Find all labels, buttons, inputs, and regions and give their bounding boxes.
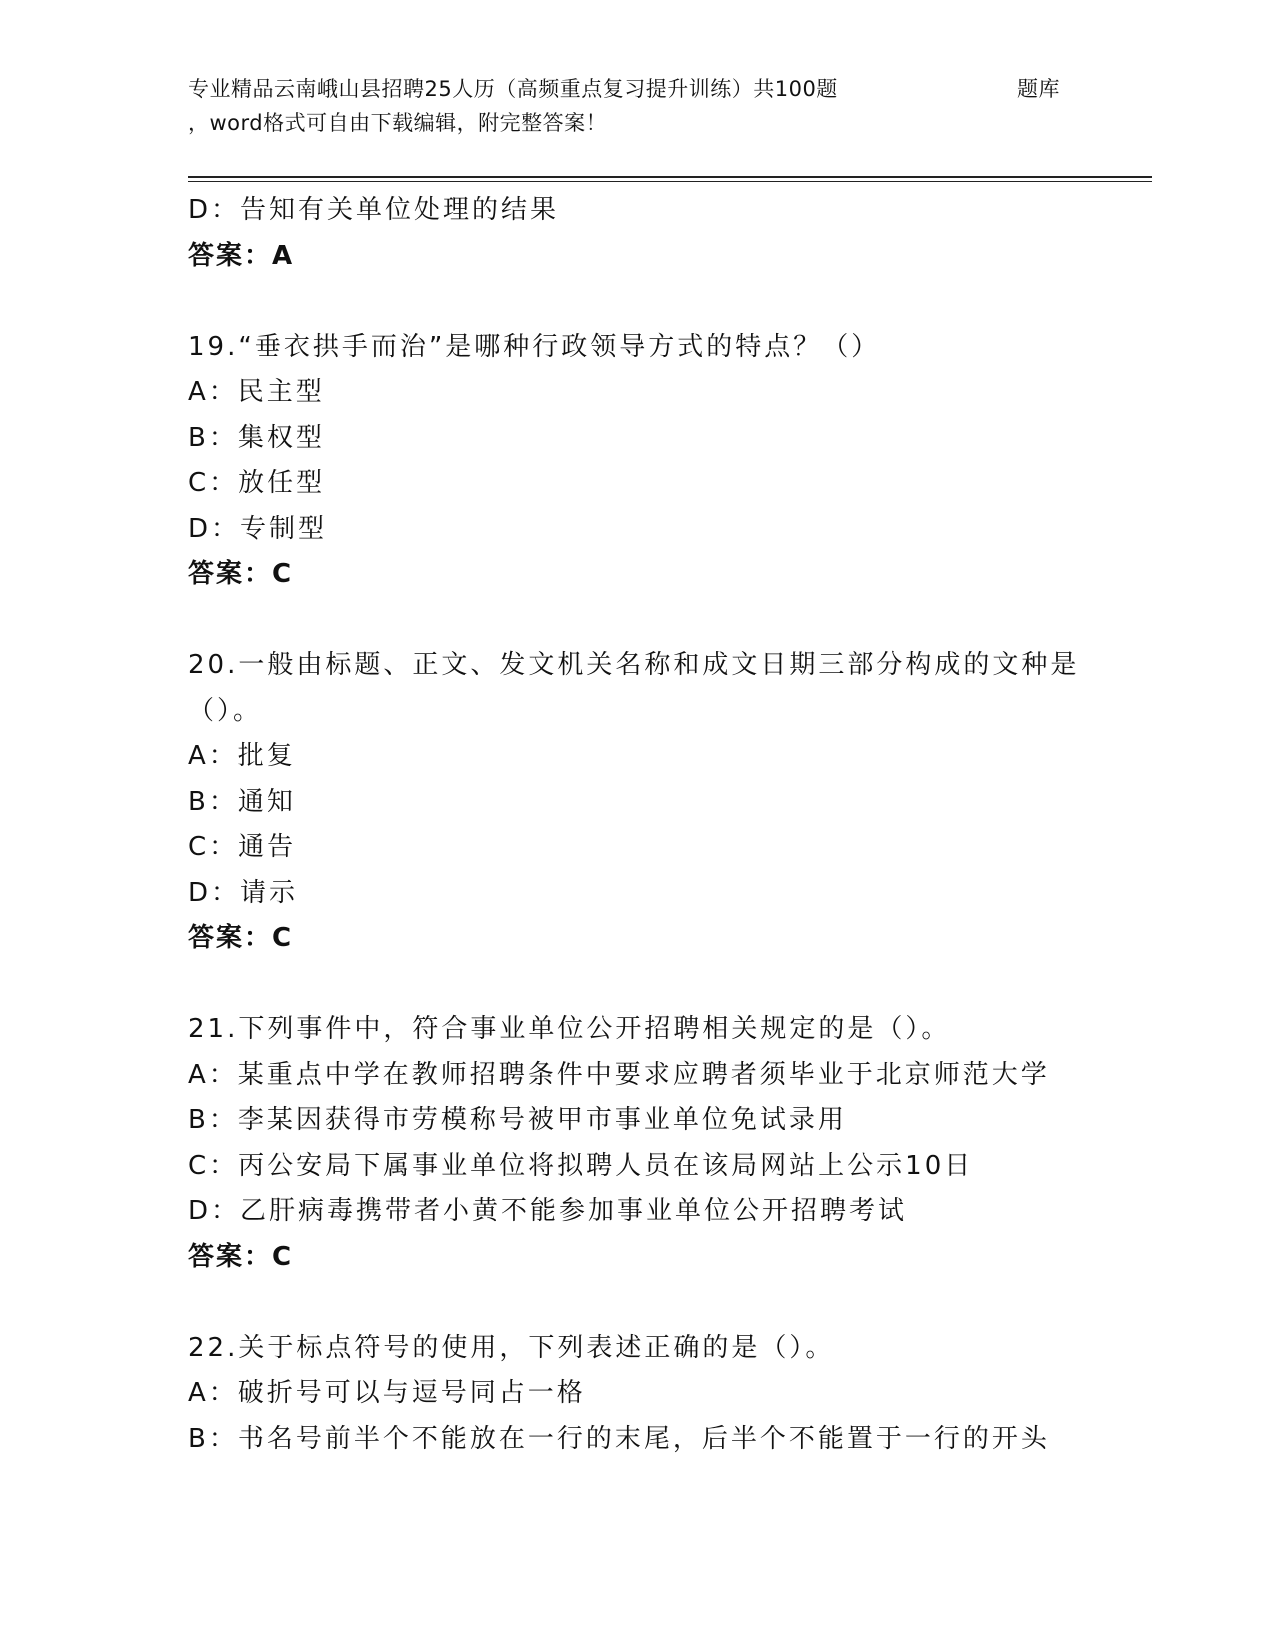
q20-question: 20.一般由标题、正文、发文机关名称和成文日期三部分构成的文种是 bbox=[188, 650, 1080, 680]
spacer bbox=[188, 1280, 1088, 1326]
q19-option-d: D：专制型 bbox=[188, 513, 328, 544]
q19-option-a: A：民主型 bbox=[188, 377, 325, 407]
q21-option-d: D：乙肝病毒携带者小黄不能参加事业单位公开招聘考试 bbox=[188, 1196, 908, 1226]
page-header bbox=[188, 72, 1088, 140]
q20-question-cont: （）。 bbox=[188, 695, 263, 726]
q22-option-a: A：破折号可以与逗号同占一格 bbox=[188, 1378, 586, 1408]
header-title: 专业精品云南峨山县招聘25人历（高频重点复习提升训练）共100题 bbox=[188, 77, 838, 101]
spacer bbox=[188, 598, 1088, 644]
spacer bbox=[188, 962, 1088, 1008]
q22-question: 22.关于标点符号的使用，下列表述正确的是（）。 bbox=[188, 1332, 835, 1363]
question-content bbox=[188, 188, 1088, 1462]
header-divider-thin bbox=[188, 181, 1152, 182]
q22-option-b: B：书名号前半个不能放在一行的末尾，后半个不能置于一行的开头 bbox=[188, 1423, 1050, 1454]
q21-answer: 答案：C bbox=[188, 1241, 294, 1272]
q20-answer: 答案：C bbox=[188, 923, 294, 953]
q20-option-c: C：通告 bbox=[188, 832, 297, 862]
header-subtitle: ，word格式可自由下载编辑，附完整答案！ bbox=[188, 111, 608, 135]
header-divider bbox=[188, 176, 1152, 178]
q21-option-c: C：丙公安局下属事业单位将拟聘人员在该局网站上公示10日 bbox=[188, 1150, 974, 1181]
q20-option-b: B：通知 bbox=[188, 786, 296, 817]
prev-answer: 答案：A bbox=[188, 240, 295, 271]
prev-option-d: D：告知有关单位处理的结果 bbox=[188, 195, 560, 225]
q19-option-c: C：放任型 bbox=[188, 468, 326, 498]
q19-question: 19.“垂衣拱手而治”是哪种行政领导方式的特点？（） bbox=[188, 331, 881, 362]
header-title-right: 题库 bbox=[1017, 77, 1060, 101]
q20-option-a: A：批复 bbox=[188, 741, 296, 771]
q21-option-a: A：某重点中学在教师招聘条件中要求应聘者须毕业于北京师范大学 bbox=[188, 1059, 1050, 1090]
q19-option-b: B：集权型 bbox=[188, 422, 325, 453]
q20-option-d: D：请示 bbox=[188, 877, 299, 908]
q21-question: 21.下列事件中，符合事业单位公开招聘相关规定的是（）。 bbox=[188, 1014, 951, 1044]
header-line-1 bbox=[188, 72, 1088, 106]
q19-answer: 答案：C bbox=[188, 559, 294, 589]
spacer bbox=[188, 279, 1088, 325]
q21-option-b: B：李某因获得市劳模称号被甲市事业单位免试录用 bbox=[188, 1105, 847, 1135]
